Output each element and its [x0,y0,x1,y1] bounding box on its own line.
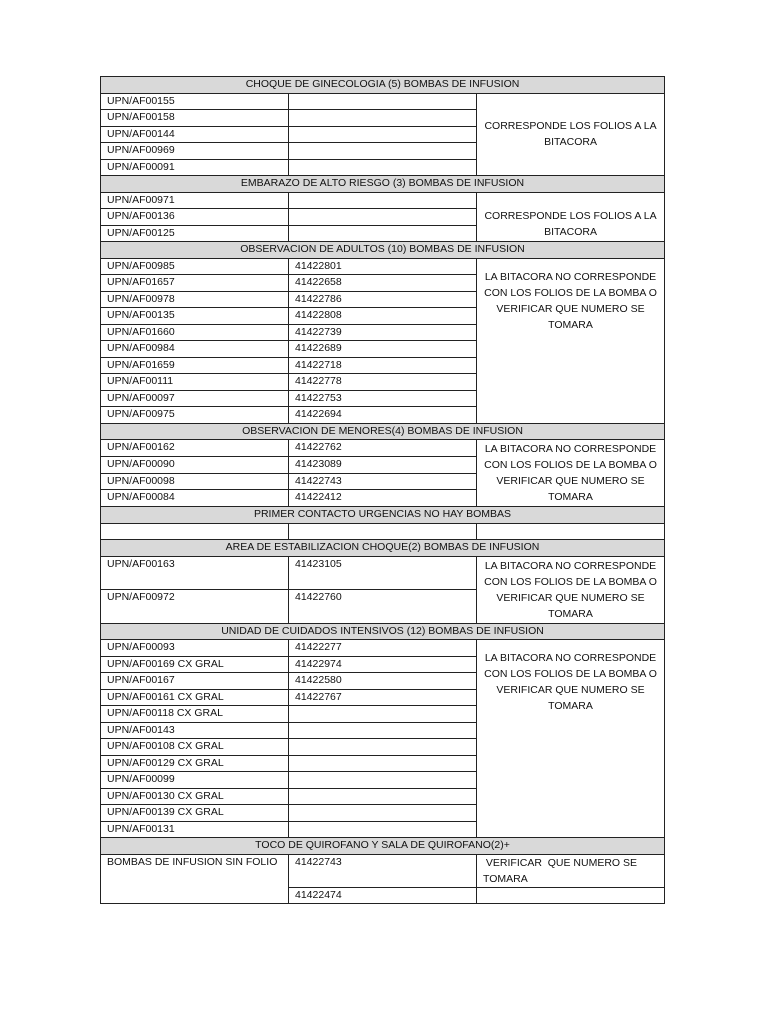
pump-code-cell: UPN/AF00155 [101,93,289,110]
pump-code-cell: UPN/AF00161 CX GRAL [101,689,289,706]
status-note-cell: CORRESPONDE LOS FOLIOS A LA BITACORA [477,93,665,176]
pump-code-cell [101,523,289,540]
pump-code-cell: UPN/AF00163 [101,556,289,590]
folio-cell: 41422689 [289,341,477,358]
pump-code-cell: UPN/AF00131 [101,821,289,838]
pump-code-cell: UPN/AF00125 [101,225,289,242]
pump-inventory-table [100,76,665,904]
section-title: OBSERVACION DE ADULTOS (10) BOMBAS DE INFUSION [101,242,665,259]
section-title: CHOQUE DE GINECOLOGIA (5) BOMBAS DE INFUSION [101,77,665,94]
folio-cell: 41422767 [289,689,477,706]
pump-code-cell: UPN/AF00090 [101,456,289,473]
folio-cell: 41422808 [289,308,477,325]
section-header-row [101,77,665,94]
folio-cell [289,209,477,226]
folio-cell [289,706,477,723]
folio-cell: 41422762 [289,440,477,457]
pump-code-cell: UPN/AF00098 [101,473,289,490]
status-note-cell: CORRESPONDE LOS FOLIOS A LA BITACORA [477,192,665,242]
pump-code-cell: UPN/AF00978 [101,291,289,308]
folio-cell: 41422412 [289,490,477,507]
folio-cell [289,772,477,789]
table-body [101,77,665,904]
pump-code-cell: UPN/AF00111 [101,374,289,391]
pump-code-cell: UPN/AF00097 [101,390,289,407]
pump-code-cell: UPN/AF00093 [101,640,289,657]
status-note-cell: LA BITACORA NO CORRESPONDE CON LOS FOLIOS DE LA BOMBA O VERIFICAR QUE NUMERO SE TOMARA [477,258,665,423]
unfoliated-pumps-label: BOMBAS DE INFUSION SIN FOLIO [101,854,289,904]
folio-cell: 41422277 [289,640,477,657]
section-title: EMBARAZO DE ALTO RIESGO (3) BOMBAS DE INFUSION [101,176,665,193]
folio-cell [289,739,477,756]
pump-code-cell: UPN/AF00084 [101,490,289,507]
table-row [101,93,665,110]
pump-code-cell: UPN/AF00118 CX GRAL [101,706,289,723]
pump-code-cell: UPN/AF01660 [101,324,289,341]
section-title: OBSERVACION DE MENORES(4) BOMBAS DE INFUSION [101,423,665,440]
folio-cell: 41422801 [289,258,477,275]
table-row [101,556,665,590]
folio-cell: 41422743 [289,854,477,887]
pump-code-cell: UPN/AF00167 [101,673,289,690]
section-header-row [101,540,665,557]
folio-cell [289,821,477,838]
pump-code-cell: UPN/AF01659 [101,357,289,374]
section-header-row [101,623,665,640]
folio-cell [289,110,477,127]
pump-code-cell: UPN/AF00129 CX GRAL [101,755,289,772]
section-title: TOCO DE QUIROFANO Y SALA DE QUIROFANO(2)+ [101,838,665,855]
table-row [101,192,665,209]
folio-cell: 41422580 [289,673,477,690]
table-row [101,440,665,457]
table-row [101,258,665,275]
folio-cell: 41422760 [289,590,477,624]
status-note-cell: LA BITACORA NO CORRESPONDE CON LOS FOLIOS DE LA BOMBA O VERIFICAR QUE NUMERO SE TOMARA [477,556,665,623]
table-row [101,523,665,540]
pump-code-cell: UPN/AF00158 [101,110,289,127]
folio-cell: 41422739 [289,324,477,341]
pump-code-cell: UPN/AF01657 [101,275,289,292]
folio-cell [289,755,477,772]
folio-cell [289,722,477,739]
pump-code-cell: UPN/AF00975 [101,407,289,424]
folio-cell: 41423105 [289,556,477,590]
folio-cell [289,192,477,209]
folio-cell [289,159,477,176]
pump-code-cell: UPN/AF00169 CX GRAL [101,656,289,673]
folio-cell: 41423089 [289,456,477,473]
section-header-row [101,507,665,524]
status-note-cell: LA BITACORA NO CORRESPONDE CON LOS FOLIOS DE LA BOMBA O VERIFICAR QUE NUMERO SE TOMARA [477,440,665,507]
pump-code-cell: UPN/AF00985 [101,258,289,275]
pump-code-cell: UPN/AF00135 [101,308,289,325]
status-note-cell: VERIFICAR QUE NUMERO SE TOMARA [477,854,665,887]
pump-code-cell: UPN/AF00984 [101,341,289,358]
status-note-cell [477,523,665,540]
pump-code-cell: UPN/AF00099 [101,772,289,789]
section-title: UNIDAD DE CUIDADOS INTENSIVOS (12) BOMBAS DE INFUSION [101,623,665,640]
section-title: AREA DE ESTABILIZACION CHOQUE(2) BOMBAS DE INFUSION [101,540,665,557]
pump-code-cell: UPN/AF00969 [101,143,289,160]
pump-code-cell: UPN/AF00130 CX GRAL [101,788,289,805]
table-row [101,854,665,887]
pump-code-cell: UPN/AF00143 [101,722,289,739]
folio-cell [289,143,477,160]
folio-cell: 41422718 [289,357,477,374]
folio-cell: 41422474 [289,887,477,904]
folio-cell: 41422743 [289,473,477,490]
folio-cell: 41422786 [289,291,477,308]
folio-cell: 41422753 [289,390,477,407]
folio-cell: 41422658 [289,275,477,292]
section-header-row [101,423,665,440]
folio-cell [289,523,477,540]
table-row [101,640,665,657]
folio-cell: 41422778 [289,374,477,391]
status-note-cell: LA BITACORA NO CORRESPONDE CON LOS FOLIOS DE LA BOMBA O VERIFICAR QUE NUMERO SE TOMARA [477,640,665,838]
folio-cell [289,225,477,242]
section-header-row [101,176,665,193]
folio-cell: 41422974 [289,656,477,673]
section-header-row [101,242,665,259]
folio-cell [289,788,477,805]
pump-code-cell: UPN/AF00108 CX GRAL [101,739,289,756]
pump-code-cell: UPN/AF00971 [101,192,289,209]
pump-code-cell: UPN/AF00091 [101,159,289,176]
folio-cell [289,93,477,110]
section-header-row [101,838,665,855]
folio-cell: 41422694 [289,407,477,424]
empty-cell [477,887,665,904]
pump-code-cell: UPN/AF00972 [101,590,289,624]
section-title: PRIMER CONTACTO URGENCIAS NO HAY BOMBAS [101,507,665,524]
folio-cell [289,805,477,822]
pump-code-cell: UPN/AF00144 [101,126,289,143]
folio-cell [289,126,477,143]
pump-code-cell: UPN/AF00139 CX GRAL [101,805,289,822]
pump-code-cell: UPN/AF00162 [101,440,289,457]
pump-code-cell: UPN/AF00136 [101,209,289,226]
